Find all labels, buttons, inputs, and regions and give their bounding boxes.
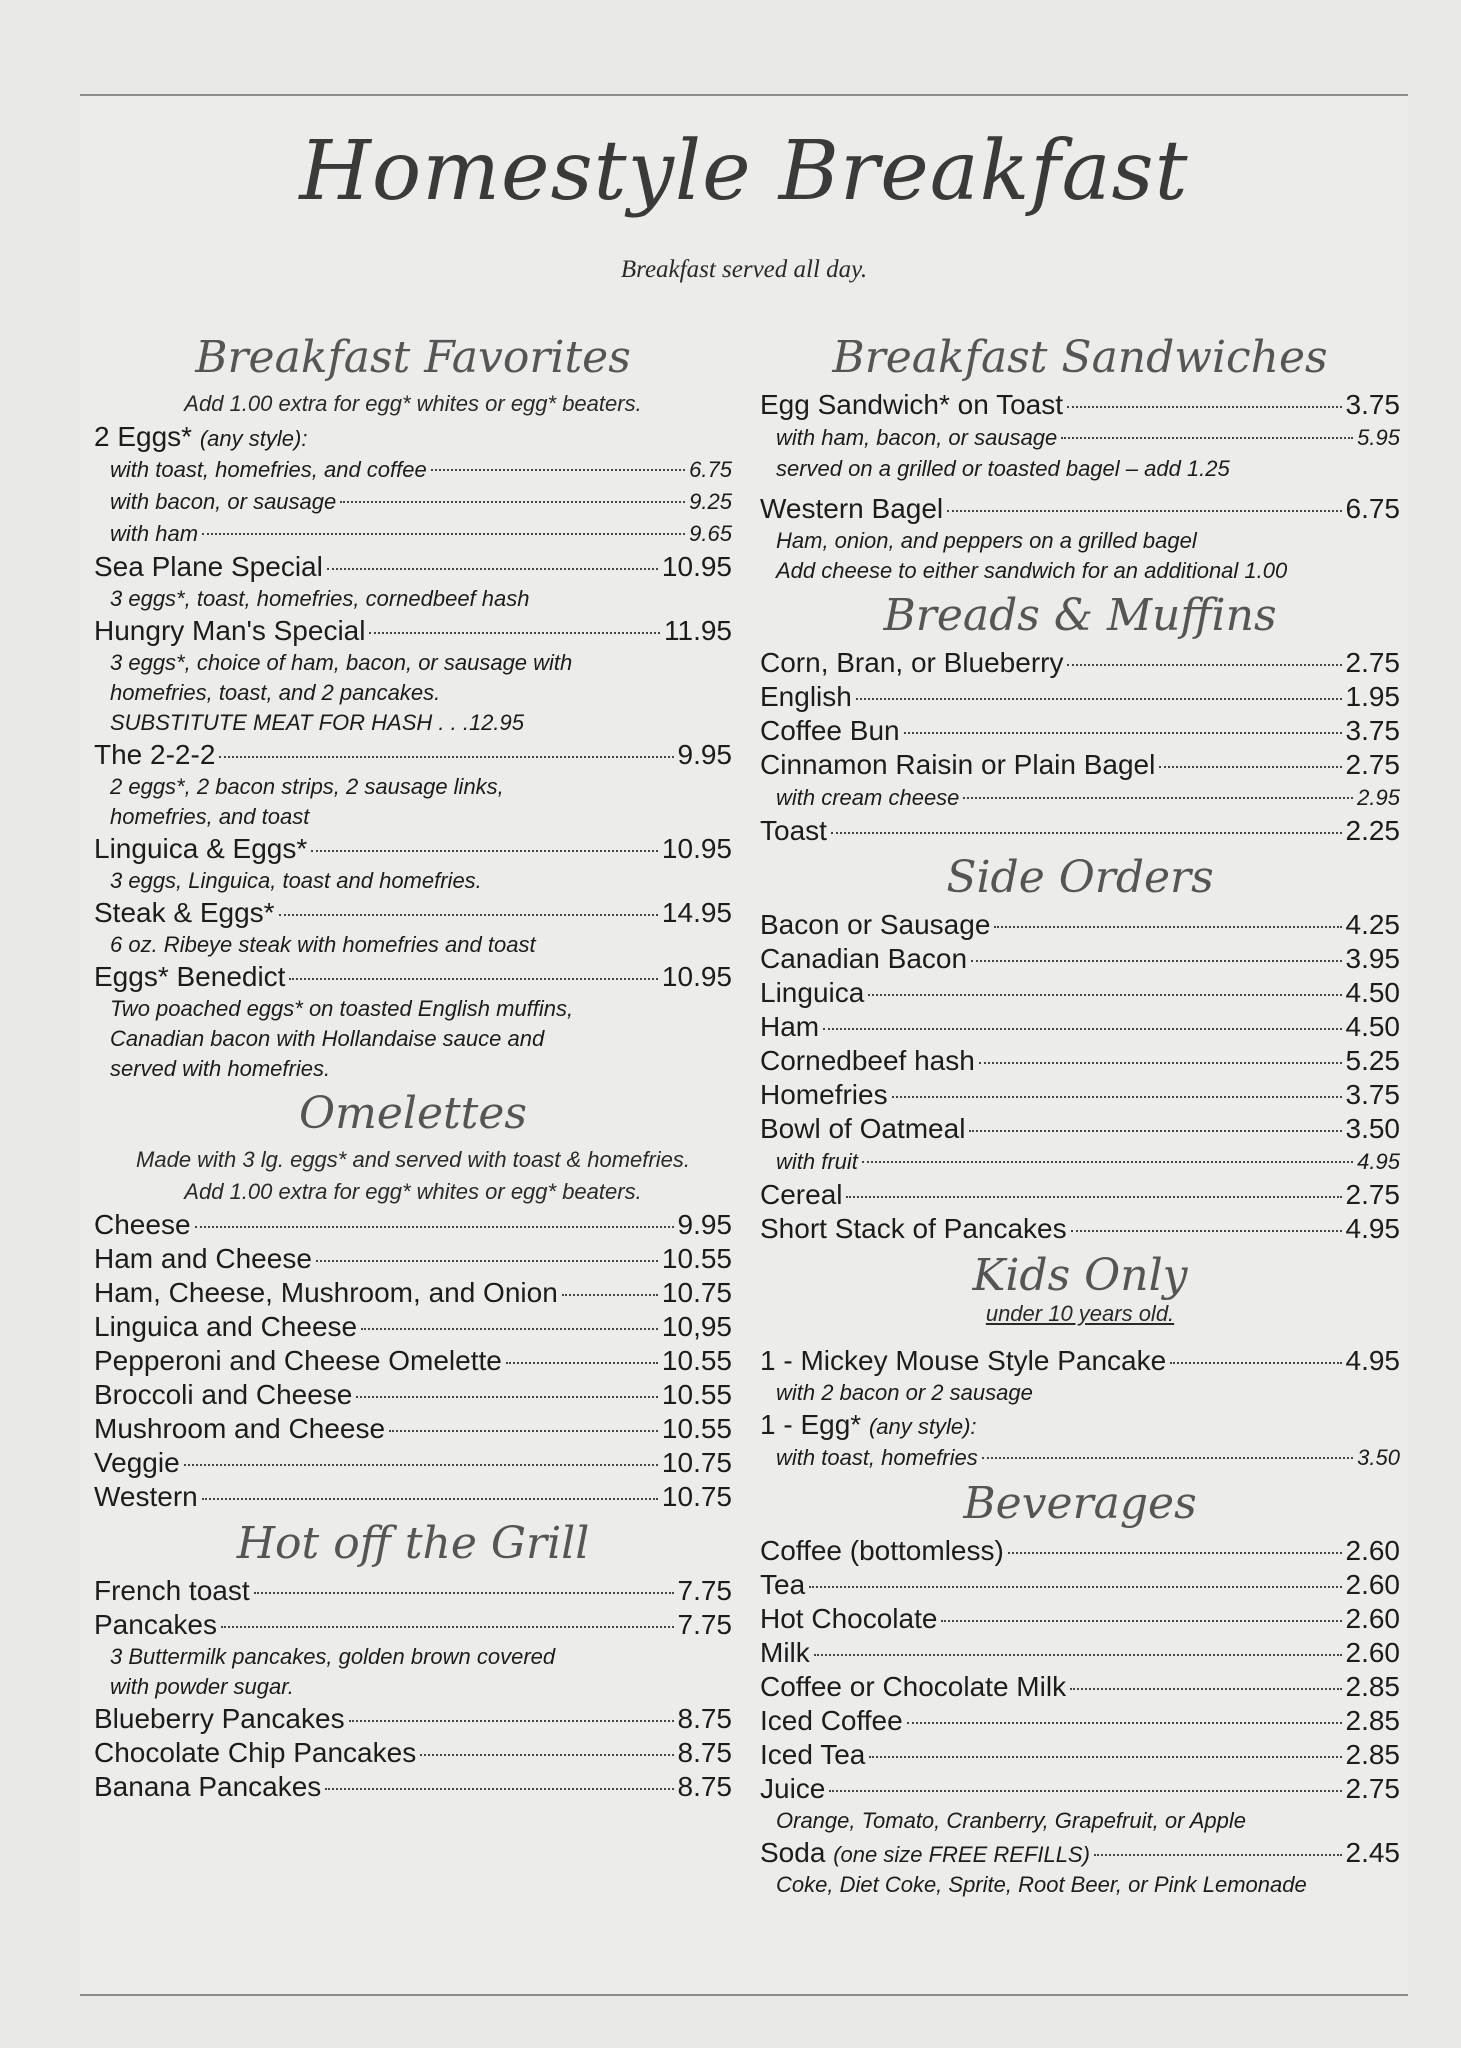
- item-price: 3.75: [1345, 715, 1400, 746]
- item-name: Cornedbeef hash: [760, 1045, 975, 1076]
- item-price: 5.95: [1357, 425, 1400, 450]
- item-price: 9.25: [689, 489, 732, 514]
- menu-item: [94, 1608, 732, 1642]
- item-description: Two poached eggs* on toasted English muffins,: [110, 996, 574, 1021]
- item-description: with powder sugar.: [110, 1674, 294, 1699]
- item-name: Ham: [760, 1011, 820, 1042]
- item-name: Pancakes: [94, 1609, 217, 1640]
- kids-age-note: under 10 years old.: [985, 1301, 1175, 1326]
- item-price: 4.25: [1345, 909, 1400, 940]
- leader-dots: [892, 1096, 1342, 1098]
- item-price: 3.50: [1357, 1445, 1400, 1470]
- menu-item: [760, 976, 1400, 1010]
- leader-dots: [254, 1592, 674, 1594]
- item-name: Milk: [760, 1637, 810, 1668]
- item-name: with ham, bacon, or sausage: [776, 425, 1058, 450]
- bagel-note: served on a grilled or toasted bagel – add 1.25: [776, 456, 1230, 481]
- item-price: 2.75: [1345, 1179, 1400, 1210]
- leader-dots: [506, 1362, 658, 1364]
- menu-item-option: [94, 454, 732, 486]
- item-name: Soda: [760, 1837, 826, 1868]
- menu-item: [760, 1568, 1400, 1602]
- menu-item: [94, 1736, 732, 1770]
- leader-dots: [829, 1790, 1341, 1792]
- leader-dots: [823, 1028, 1341, 1030]
- item-name: Hot Chocolate: [760, 1603, 938, 1634]
- menu-item: [760, 1836, 1400, 1870]
- item-description: served with homefries.: [110, 1056, 331, 1081]
- item-name: Blueberry Pancakes: [94, 1703, 345, 1734]
- item-description: with 2 bacon or 2 sausage: [776, 1380, 1033, 1405]
- menu-item: [760, 646, 1400, 680]
- menu-title: Homestyle Breakfast: [299, 124, 1189, 219]
- menu-item: [760, 1078, 1400, 1112]
- menu-item: [760, 942, 1400, 976]
- leader-dots: [431, 469, 685, 471]
- juice-description: Orange, Tomato, Cranberry, Grapefruit, or Apple: [776, 1808, 1246, 1833]
- leader-dots: [349, 1720, 674, 1722]
- item-price: 4.50: [1345, 977, 1400, 1008]
- item-name: 2 Eggs*: [94, 421, 193, 452]
- item-name: Toast: [760, 815, 827, 846]
- section-heading-sandwiches: Breakfast Sandwiches: [832, 332, 1328, 383]
- item-price: 2.60: [1345, 1535, 1400, 1566]
- section-heading-favorites: Breakfast Favorites: [195, 332, 631, 383]
- item-name: French toast: [94, 1575, 250, 1606]
- item-price: 9.95: [677, 1209, 732, 1240]
- beverage-list: [760, 1534, 1400, 1806]
- leader-dots: [311, 850, 658, 852]
- item-price: 2.75: [1345, 1773, 1400, 1804]
- section-heading-grill: Hot off the Grill: [236, 1518, 590, 1569]
- leader-dots: [289, 978, 657, 980]
- item-name: Steak & Eggs*: [94, 897, 275, 928]
- item-price: 10.75: [661, 1277, 732, 1308]
- item-name: Hungry Man's Special: [94, 615, 366, 646]
- item-price: 2.85: [1345, 1739, 1400, 1770]
- item-price: 10.55: [661, 1379, 732, 1410]
- leader-dots: [356, 1396, 658, 1398]
- leader-dots: [1070, 1688, 1341, 1690]
- leader-dots: [1094, 1854, 1342, 1856]
- leader-dots: [184, 1464, 658, 1466]
- menu-item: [94, 1310, 732, 1344]
- leader-dots: [327, 568, 658, 570]
- omelette-list: [94, 1208, 732, 1514]
- item-price: 7.75: [677, 1609, 732, 1640]
- leader-dots: [979, 1062, 1342, 1064]
- grill-list: [94, 1702, 732, 1804]
- breads-list: [760, 646, 1400, 782]
- item-name: Homefries: [760, 1079, 888, 1110]
- leader-dots: [862, 1161, 1353, 1163]
- item-style: (any style):: [868, 1414, 977, 1439]
- right-column: [760, 328, 1400, 1900]
- sides-list: [760, 908, 1400, 1146]
- leader-dots: [869, 1756, 1341, 1758]
- item-price: 11.95: [664, 615, 732, 646]
- menu-item-option: [94, 486, 732, 518]
- item-name: Cereal: [760, 1179, 843, 1210]
- item-price: 3.95: [1345, 943, 1400, 974]
- leader-dots: [907, 1722, 1342, 1724]
- leader-dots: [361, 1328, 658, 1330]
- item-price: 2.85: [1345, 1705, 1400, 1736]
- item-name: Western Bagel: [760, 493, 944, 524]
- sides-list: [760, 1178, 1400, 1246]
- leader-dots: [389, 1430, 658, 1432]
- menu-sheet: [80, 94, 1408, 1996]
- leader-dots: [195, 1226, 674, 1228]
- item-price: 3.50: [1345, 1113, 1400, 1144]
- menu-item: [760, 714, 1400, 748]
- leader-dots: [814, 1654, 1342, 1656]
- item-description: homefries, and toast: [110, 804, 310, 829]
- item-name: Veggie: [94, 1447, 180, 1478]
- leader-dots: [1159, 766, 1341, 768]
- item-name: Egg Sandwich* on Toast: [760, 389, 1064, 420]
- item-description: 3 Buttermilk pancakes, golden brown covered: [110, 1644, 556, 1669]
- item-description: 3 eggs, Linguica, toast and homefries.: [110, 868, 482, 893]
- menu-item: [760, 1044, 1400, 1078]
- menu-item: [760, 1636, 1400, 1670]
- leader-dots: [420, 1754, 673, 1756]
- item-name: The 2-2-2: [94, 739, 216, 770]
- menu-item: [760, 1602, 1400, 1636]
- item-description: 3 eggs*, toast, homefries, cornedbeef hash: [110, 586, 530, 611]
- item-name: with toast, homefries, and coffee: [110, 457, 427, 482]
- item-price: 2.60: [1345, 1569, 1400, 1600]
- menu-item: [760, 1408, 1400, 1442]
- item-name: Iced Coffee: [760, 1705, 903, 1736]
- item-price: 4.95: [1357, 1149, 1400, 1174]
- item-price: 10.55: [661, 1243, 732, 1274]
- section-heading-breads: Breads & Muffins: [883, 590, 1277, 641]
- leader-dots: [971, 960, 1341, 962]
- leader-dots: [941, 1620, 1341, 1622]
- leader-dots: [340, 501, 685, 503]
- favorites-note: Add 1.00 extra for egg* whites or egg* beaters.: [184, 391, 642, 416]
- menu-item: [760, 814, 1400, 848]
- menu-item-option: [760, 1442, 1400, 1474]
- item-price: 8.75: [677, 1737, 732, 1768]
- item-price: 10.75: [661, 1481, 732, 1512]
- menu-item: [94, 1480, 732, 1514]
- menu-item: [94, 1770, 732, 1804]
- menu-item: [760, 1010, 1400, 1044]
- leader-dots: [279, 914, 658, 916]
- cheese-note: Add cheese to either sandwich for an additional 1.00: [776, 558, 1288, 583]
- item-name: 1 - Egg*: [760, 1409, 862, 1440]
- item-name: Short Stack of Pancakes: [760, 1213, 1067, 1244]
- item-price: 2.60: [1345, 1603, 1400, 1634]
- item-description: Ham, onion, and peppers on a grilled bagel: [776, 528, 1197, 553]
- item-price: 2.75: [1345, 749, 1400, 780]
- section-heading-kids: Kids Only: [972, 1250, 1188, 1301]
- item-name: Canadian Bacon: [760, 943, 968, 974]
- leader-dots: [1170, 1362, 1341, 1364]
- menu-item: [760, 1738, 1400, 1772]
- leader-dots: [325, 1788, 673, 1790]
- menu-subtitle: Breakfast served all day.: [620, 256, 868, 283]
- item-name: with bacon, or sausage: [110, 489, 337, 514]
- menu-item: [94, 896, 732, 930]
- omelettes-note: Add 1.00 extra for egg* whites or egg* beaters.: [184, 1179, 642, 1204]
- leader-dots: [202, 533, 685, 535]
- menu-item: [760, 1344, 1400, 1378]
- item-name: Linguica: [760, 977, 865, 1008]
- item-name: Coffee (bottomless): [760, 1535, 1004, 1566]
- item-style: (any style):: [199, 426, 308, 451]
- item-name: with toast, homefries: [776, 1445, 978, 1470]
- item-price: 6.75: [689, 457, 732, 482]
- item-name: Cinnamon Raisin or Plain Bagel: [760, 749, 1156, 780]
- leader-dots: [846, 1196, 1341, 1198]
- left-column: [94, 328, 732, 1804]
- menu-item: [94, 1276, 732, 1310]
- item-name: Tea: [760, 1569, 806, 1600]
- omelettes-note: Made with 3 lg. eggs* and served with toast & homefries.: [136, 1147, 690, 1172]
- item-name: with cream cheese: [776, 785, 960, 810]
- menu-item-option: [760, 1146, 1400, 1178]
- menu-item: [94, 1242, 732, 1276]
- leader-dots: [856, 698, 1342, 700]
- item-price: 10,95: [661, 1311, 732, 1342]
- menu-item: [94, 960, 732, 994]
- menu-item: [760, 492, 1400, 526]
- item-name: Pepperoni and Cheese Omelette: [94, 1345, 502, 1376]
- item-name: Broccoli and Cheese: [94, 1379, 353, 1410]
- item-price: 10.55: [661, 1413, 732, 1444]
- menu-item: [94, 1574, 732, 1608]
- menu-item: [94, 1412, 732, 1446]
- item-name: Iced Tea: [760, 1739, 866, 1770]
- menu-item: [760, 1670, 1400, 1704]
- item-price: 7.75: [677, 1575, 732, 1606]
- item-description: Canadian bacon with Hollandaise sauce and: [110, 1026, 545, 1051]
- menu-item-option: [760, 782, 1400, 814]
- item-price: 3.75: [1345, 1079, 1400, 1110]
- menu-item: [760, 1112, 1400, 1146]
- item-name: Western: [94, 1481, 198, 1512]
- item-name: Cheese: [94, 1209, 191, 1240]
- leader-dots: [994, 926, 1341, 928]
- leader-dots: [904, 732, 1342, 734]
- item-price: 4.50: [1345, 1011, 1400, 1042]
- menu-item: [94, 832, 732, 866]
- item-name: Chocolate Chip Pancakes: [94, 1737, 417, 1768]
- leader-dots: [221, 1626, 674, 1628]
- item-price: 10.95: [661, 551, 732, 582]
- leader-dots: [963, 797, 1353, 799]
- menu-item: [760, 1772, 1400, 1806]
- menu-item-option: [760, 422, 1400, 454]
- item-name: Corn, Bran, or Blueberry: [760, 647, 1064, 678]
- leader-dots: [369, 632, 660, 634]
- item-price: 2.95: [1357, 785, 1400, 810]
- leader-dots: [1008, 1552, 1342, 1554]
- item-description: 6 oz. Ribeye steak with homefries and toast: [110, 932, 536, 957]
- item-description: SUBSTITUTE MEAT FOR HASH . . .12.95: [110, 710, 525, 735]
- item-price: 10.95: [661, 961, 732, 992]
- item-name: Ham, Cheese, Mushroom, and Onion: [94, 1277, 558, 1308]
- item-price: 10.55: [661, 1345, 732, 1376]
- item-price: 2.45: [1345, 1837, 1400, 1868]
- item-price: 2.85: [1345, 1671, 1400, 1702]
- item-price: 9.95: [677, 739, 732, 770]
- item-name: Linguica & Eggs*: [94, 833, 308, 864]
- menu-item: [94, 738, 732, 772]
- item-price: 5.25: [1345, 1045, 1400, 1076]
- menu-item: [760, 1212, 1400, 1246]
- menu-item: [760, 1704, 1400, 1738]
- item-price: 2.75: [1345, 647, 1400, 678]
- item-name: 1 - Mickey Mouse Style Pancake: [760, 1345, 1167, 1376]
- menu-item: [760, 908, 1400, 942]
- item-name: Ham and Cheese: [94, 1243, 312, 1274]
- menu-item: [94, 1378, 732, 1412]
- leader-dots: [1067, 664, 1341, 666]
- leader-dots: [969, 1130, 1341, 1132]
- leader-dots: [219, 756, 673, 758]
- menu-item: [94, 1446, 732, 1480]
- item-name: Banana Pancakes: [94, 1771, 322, 1802]
- item-name: with fruit: [776, 1149, 858, 1174]
- item-name: Eggs* Benedict: [94, 961, 286, 992]
- item-name: Coffee or Chocolate Milk: [760, 1671, 1067, 1702]
- leader-dots: [868, 994, 1341, 996]
- section-heading-beverages: Beverages: [963, 1478, 1197, 1529]
- item-description: homefries, toast, and 2 pancakes.: [110, 680, 441, 705]
- item-name: Coffee Bun: [760, 715, 900, 746]
- item-price: 1.95: [1345, 681, 1400, 712]
- item-price: 10.75: [661, 1447, 732, 1478]
- menu-item: [94, 614, 732, 648]
- leader-dots: [316, 1260, 658, 1262]
- menu-item: [94, 1344, 732, 1378]
- leader-dots: [831, 832, 1342, 834]
- item-price: 8.75: [677, 1703, 732, 1734]
- menu-item-option: [94, 518, 732, 550]
- item-description: 3 eggs*, choice of ham, bacon, or sausage with: [110, 650, 573, 675]
- soda-description: Coke, Diet Coke, Sprite, Root Beer, or Pink Lemonade: [776, 1872, 1307, 1897]
- leader-dots: [562, 1294, 658, 1296]
- menu-item: [94, 1208, 732, 1242]
- item-price: 4.95: [1345, 1213, 1400, 1244]
- item-name: with ham: [110, 521, 199, 546]
- item-price: 3.75: [1345, 389, 1400, 420]
- item-price: 9.65: [689, 521, 732, 546]
- menu-item: [760, 388, 1400, 422]
- menu-item: [760, 1534, 1400, 1568]
- item-price: 6.75: [1345, 493, 1400, 524]
- soda-note: (one size FREE REFILLS): [833, 1842, 1090, 1867]
- item-price: 14.95: [661, 897, 732, 928]
- item-price: 2.25: [1345, 815, 1400, 846]
- leader-dots: [202, 1498, 658, 1500]
- item-name: Juice: [760, 1773, 826, 1804]
- item-price: 10.95: [661, 833, 732, 864]
- leader-dots: [982, 1457, 1353, 1459]
- menu-item: [760, 748, 1400, 782]
- item-name: Linguica and Cheese: [94, 1311, 358, 1342]
- leader-dots: [947, 510, 1341, 512]
- item-name: Bowl of Oatmeal: [760, 1113, 966, 1144]
- item-price: 4.95: [1345, 1345, 1400, 1376]
- menu-item: [94, 1702, 732, 1736]
- item-price: 8.75: [677, 1771, 732, 1802]
- section-heading-sides: Side Orders: [946, 852, 1214, 903]
- item-description: 2 eggs*, 2 bacon strips, 2 sausage links,: [110, 774, 504, 799]
- menu-item: [94, 420, 732, 454]
- item-name: Bacon or Sausage: [760, 909, 991, 940]
- menu-item: [760, 680, 1400, 714]
- menu-item: [760, 1178, 1400, 1212]
- item-price: 2.60: [1345, 1637, 1400, 1668]
- section-heading-omelettes: Omelettes: [299, 1088, 527, 1139]
- item-name: Sea Plane Special: [94, 551, 323, 582]
- leader-dots: [1061, 437, 1353, 439]
- menu-item: [94, 550, 732, 584]
- item-name: English: [760, 681, 852, 712]
- leader-dots: [1067, 406, 1341, 408]
- item-name: Mushroom and Cheese: [94, 1413, 386, 1444]
- leader-dots: [809, 1586, 1341, 1588]
- leader-dots: [1071, 1230, 1342, 1232]
